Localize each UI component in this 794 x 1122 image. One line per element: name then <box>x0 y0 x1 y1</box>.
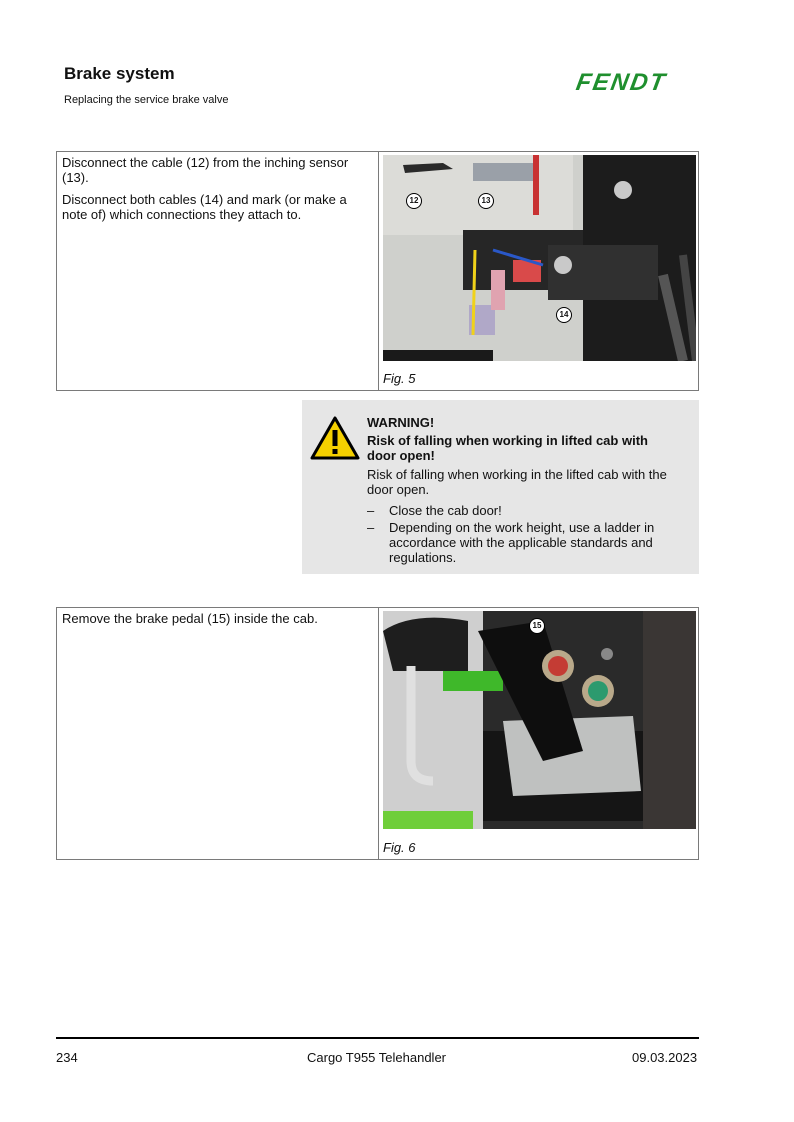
warning-list-item <box>367 503 687 518</box>
step-text <box>57 152 379 390</box>
brake-pedal-photo <box>383 611 696 829</box>
instruction-step-2 <box>56 607 699 860</box>
warning-item-text: Close the cab door! <box>389 503 502 518</box>
callout-15: 15 <box>529 618 545 634</box>
page-title: Brake system <box>64 64 175 83</box>
step-text <box>57 608 379 859</box>
warning-list-item <box>367 520 687 565</box>
instruction-step-1 <box>56 151 699 391</box>
figure-caption: Fig. 5 <box>383 371 416 386</box>
footer-divider <box>56 1037 699 1039</box>
warning-list <box>367 503 687 567</box>
brake-valve-photo <box>383 155 696 361</box>
warning-triangle-icon <box>310 416 360 460</box>
callout-13: 13 <box>478 193 494 209</box>
warning-box <box>302 400 699 574</box>
warning-subheading: Risk of falling when working in lifted cab with door open! <box>367 433 648 463</box>
svg-text:FENDT: FENDT <box>574 69 669 96</box>
step-paragraph: Disconnect both cables (14) and mark (or make a note of) which connections they attach to. <box>62 192 347 222</box>
step-paragraph: Disconnect the cable (12) from the inching sensor (13). <box>62 155 349 185</box>
warning-body: Risk of falling when working in the lifted cab with the door open. <box>367 467 667 497</box>
footer-product: Cargo T955 Telehandler <box>307 1050 447 1065</box>
warning-heading: WARNING! <box>367 415 435 430</box>
fendt-logo <box>566 68 682 96</box>
figure-caption: Fig. 6 <box>383 840 416 855</box>
callout-12: 12 <box>406 193 422 209</box>
list-dash: – <box>367 503 375 518</box>
footer-date: 09.03.2023 <box>632 1050 698 1065</box>
callout-14: 14 <box>556 307 572 323</box>
page-subtitle: Replacing the service brake valve <box>64 94 229 106</box>
step-paragraph: Remove the brake pedal (15) inside the cab. <box>62 611 318 626</box>
footer-page-number: 234 <box>56 1050 78 1065</box>
list-dash: – <box>367 520 375 535</box>
warning-item-text: Depending on the work height, use a ladder in accordance with the applicable standards and regulations. <box>389 520 655 565</box>
